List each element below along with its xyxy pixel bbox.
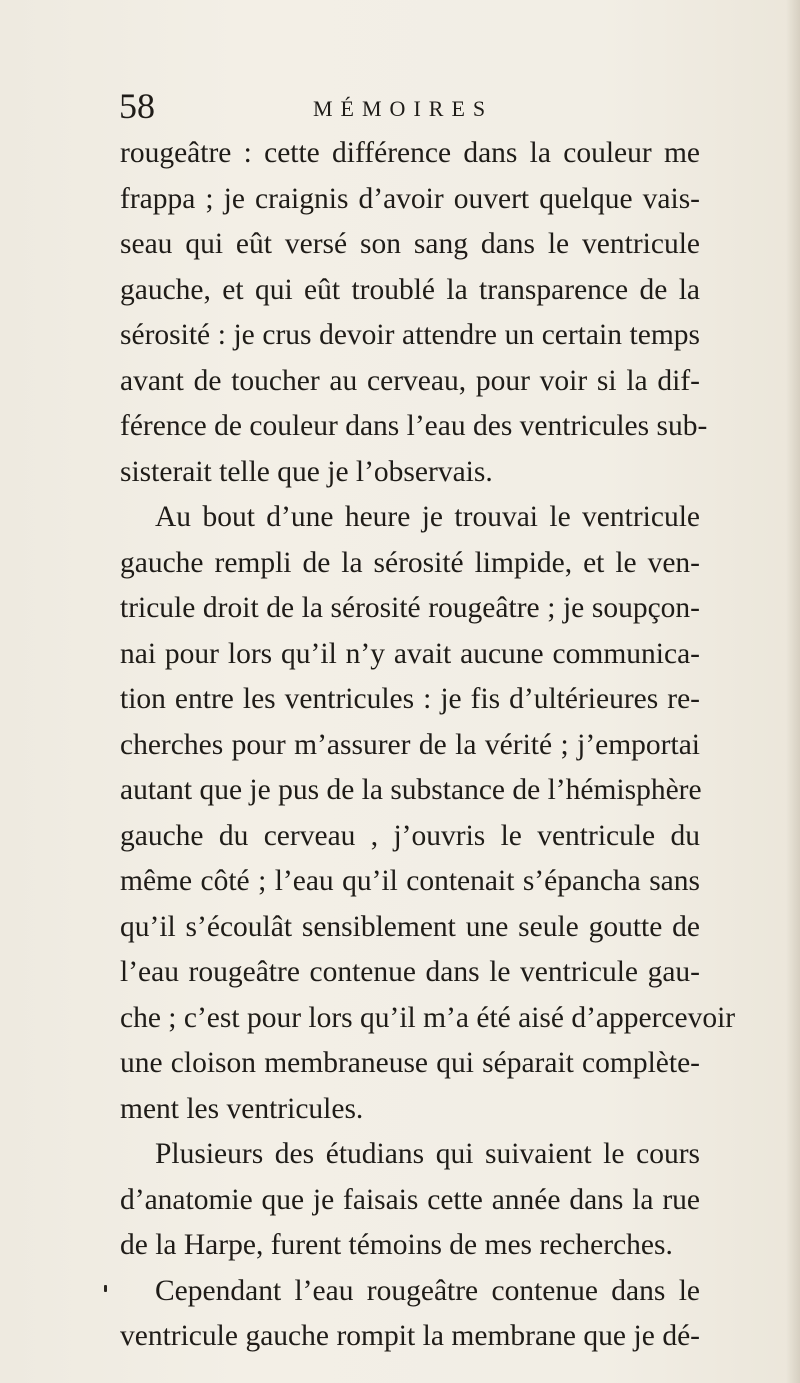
text-line: nai pour lors qu’il n’y avait aucune communica- (120, 637, 700, 670)
text-line: d’anatomie que je faisais cette année dans la rue (120, 1183, 700, 1216)
text-line: autant que je pus de la substance de l’hémisphère (120, 774, 702, 806)
text-line: tion entre les ventricules : je fis d’ultérieures re- (120, 683, 700, 715)
paragraph-end-line: ment les ventricules. (120, 1092, 364, 1125)
text-line: l’eau rougeâtre contenue dans le ventricule gau- (120, 956, 700, 988)
text-line: une cloison membraneuse qui séparait complète- (120, 1047, 700, 1079)
text-line: avant de toucher au cerveau, pour voir si la dif- (120, 364, 700, 397)
text-line: seau qui eût versé son sang dans le ventricule (120, 228, 700, 260)
text-line: tricule droit de la sérosité rougeâtre ; je soupçon- (120, 592, 700, 624)
text-line: même côté ; l’eau qu’il contenait s’épancha sans (120, 865, 700, 897)
text-line: qu’il s’écoulât sensiblement une seule goutte de (120, 910, 700, 943)
text-line: gauche du cerveau , j’ouvris le ventricule du (120, 819, 700, 852)
text-line: gauche, et qui eût troublé la transparence de la (120, 273, 700, 306)
paragraph-start-line: Plusieurs des étudians qui suivaient le cours (155, 1138, 700, 1170)
text-line: ventricule gauche rompit la membrane que je dé- (120, 1320, 700, 1352)
paragraph-end-line: de la Harpe, furent témoins de mes recherches. (120, 1229, 673, 1261)
running-head: MÉMOIRES (313, 96, 494, 121)
text-line: gauche rempli de la sérosité limpide, et le ven- (120, 546, 700, 579)
page-edge-shadow (786, 0, 800, 1383)
text-line: rougeâtre : cette différence dans la couleur me (120, 137, 700, 169)
text-line: cherches pour m’assurer de la vérité ; j’emportai (120, 728, 700, 761)
body-text (120, 131, 736, 1360)
paragraph-start-line: Au bout d’une heure je trouvai le ventricule (155, 501, 700, 533)
text-line: férence de couleur dans l’eau des ventricules sub- (120, 410, 708, 442)
paper-speck (104, 1285, 107, 1292)
paragraph-start-line: Cependant l’eau rougeâtre contenue dans le (155, 1274, 700, 1307)
text-line: sérosité : je crus devoir attendre un certain temps (120, 319, 700, 351)
page-number: 58 (119, 86, 155, 126)
text-line: frappa ; je craignis d’avoir ouvert quelque vais- (120, 182, 700, 215)
text-line: che ; c’est pour lors qu’il m’a été aisé d’appercevoir (120, 1001, 736, 1034)
paragraph-end-line: sisterait telle que je l’observais. (120, 455, 493, 488)
